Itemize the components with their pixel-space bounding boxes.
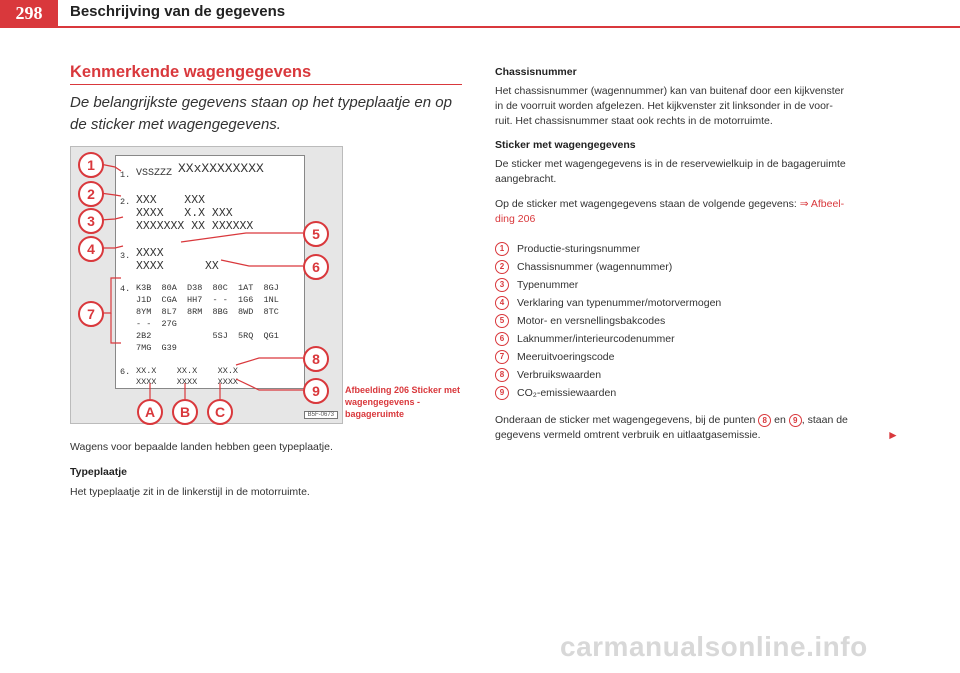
section-lead: De belangrijkste gegevens staan op het typeplaatje en op de sticker met wagengegevens. [70, 94, 452, 133]
callout-3: 3 [78, 208, 104, 234]
page-header-title: Beschrijving van de gegevens [70, 3, 286, 20]
list-item [495, 384, 895, 402]
sticker-consumption-row: XX.X XX.X XX.X [136, 366, 239, 376]
list-item-label: Verbruikswaarden [517, 369, 602, 381]
watermark: carmanualsonline.info [560, 631, 868, 662]
section-heading: Kenmerkende wagengegevens [70, 63, 312, 81]
closing-line-2: gegevens vermeld omtrent verbruik en uitlaatgasemissie. [495, 429, 761, 441]
callout-a: A [137, 399, 163, 425]
number-badge: 3 [495, 278, 509, 292]
list-item [495, 330, 895, 348]
figure-reference-link[interactable]: ⇒ Afbeel- [799, 198, 845, 210]
sticker-vin-big: XXxXXXXXXXX [178, 161, 264, 176]
section-divider [70, 84, 462, 85]
list-item-label: Typenummer [517, 279, 579, 291]
sticker-line-prefix: 4. [120, 284, 131, 294]
closing-text: Onderaan de sticker met wagengegevens, bij de punten [495, 414, 759, 426]
sticker-code-row: 8YM 8L7 8RM 8BG 8WD 8TC [136, 307, 279, 317]
list-item [495, 294, 895, 312]
typeplaatje-heading: Typeplaatje [70, 466, 127, 478]
list-item-label: Verklaring van typenummer/motorvermogen [517, 297, 722, 309]
list-item-label: Motor- en versnellingsbakcodes [517, 315, 666, 327]
list-item-label: CO₂-emissiewaarden [517, 387, 617, 399]
figure-reference-link[interactable]: ding 206 [495, 213, 536, 225]
list-item [495, 276, 895, 294]
list-item [495, 258, 895, 276]
callout-6: 6 [303, 254, 329, 280]
sticker-heading: Sticker met wagengegevens [495, 139, 636, 151]
number-badge: 7 [495, 350, 509, 364]
sticker-line: XXX XXX [136, 194, 206, 207]
sticker-text-line: aangebracht. [495, 173, 557, 185]
sticker-data-list [495, 240, 895, 402]
list-item [495, 240, 895, 258]
closing-line [495, 413, 848, 428]
list-item [495, 366, 895, 384]
callout-b: B [172, 399, 198, 425]
continue-arrow-icon: ► [887, 428, 899, 442]
header-divider [0, 26, 960, 28]
figure-caption: Afbeelding 206 Sticker met wagengegevens - bagageruimte [345, 385, 461, 419]
number-badge: 5 [495, 314, 509, 328]
figure-id: B5F-0673 [304, 411, 338, 419]
sticker-code-row: K3B 80A D38 80C 1AT 8GJ [136, 283, 279, 293]
number-badge: 9 [789, 414, 802, 427]
closing-text: en [771, 414, 789, 426]
callout-1: 1 [78, 152, 104, 178]
list-item-label: Chassisnummer (wagennummer) [517, 261, 673, 273]
sticker-intro-line2 [495, 212, 535, 227]
sticker-code-row: - - 27G [136, 319, 177, 329]
number-badge: 4 [495, 296, 509, 310]
number-badge: 1 [495, 242, 509, 256]
list-item-label: Laknummer/interieurcodenummer [517, 333, 675, 345]
sticker-line-prefix: 1. [120, 170, 131, 180]
callout-8: 8 [303, 346, 329, 372]
number-badge: 2 [495, 260, 509, 274]
list-item [495, 348, 895, 366]
note-text: Wagens voor bepaalde landen hebben geen typeplaatje. [70, 441, 333, 453]
sticker-code-row: 2B2 5SJ 5RQ QG1 [136, 331, 279, 341]
sticker-text-line: De sticker met wagengegevens is in de reservewielkuip in de bagageruimte [495, 158, 846, 170]
sticker-vin-small: VSSZZZ [136, 168, 173, 179]
callout-c: C [207, 399, 233, 425]
typeplaatje-text: Het typeplaatje zit in de linkerstijl in de motorruimte. [70, 486, 310, 498]
callout-7: 7 [78, 301, 104, 327]
callout-2: 2 [78, 181, 104, 207]
page-number: 298 [0, 0, 58, 26]
sticker-line-prefix: 3. [120, 251, 131, 261]
sticker-line-prefix: 6. [120, 367, 131, 377]
sticker-intro-text: Op de sticker met wagengegevens staan de volgende gegevens: [495, 198, 800, 210]
number-badge: 8 [758, 414, 771, 427]
chassis-heading: Chassisnummer [495, 66, 577, 78]
sticker-intro [495, 197, 844, 212]
sticker-code-row: 7MG G39 [136, 343, 177, 353]
chassis-text-line: ruit. Het chassisnummer staat ook rechts in de motorruimte. [495, 115, 773, 127]
list-item-label: Meeruitvoeringscode [517, 351, 615, 363]
number-badge: 8 [495, 368, 509, 382]
callout-leader-lines [71, 147, 342, 423]
sticker-line: XXXX [136, 247, 164, 260]
callout-9: 9 [303, 378, 329, 404]
callout-4: 4 [78, 236, 104, 262]
sticker-line: XXXXXXX XX XXXXXX [136, 220, 254, 233]
list-item [495, 312, 895, 330]
callout-5: 5 [303, 221, 329, 247]
chassis-text-line: Het chassisnummer (wagennummer) kan van buitenaf door een kijkvenster [495, 85, 844, 97]
number-badge: 6 [495, 332, 509, 346]
chassis-text-line: in de voorruit worden afgelezen. Het kijkvenster zit linksonder in de voor- [495, 100, 833, 112]
sticker-line-prefix: 2. [120, 197, 131, 207]
sticker-line: XXXX XX [136, 260, 219, 273]
closing-text: , staan de [801, 414, 848, 426]
sticker-consumption-row: XXXX XXXX XXXX [136, 377, 239, 387]
sticker-code-row: J1D CGA HH7 - - 1G6 1NL [136, 295, 279, 305]
number-badge: 9 [495, 386, 509, 400]
sticker-line: XXXX X.X XXX [136, 207, 233, 220]
sticker-figure [70, 146, 343, 424]
list-item-label: Productie-sturingsnummer [517, 243, 641, 255]
